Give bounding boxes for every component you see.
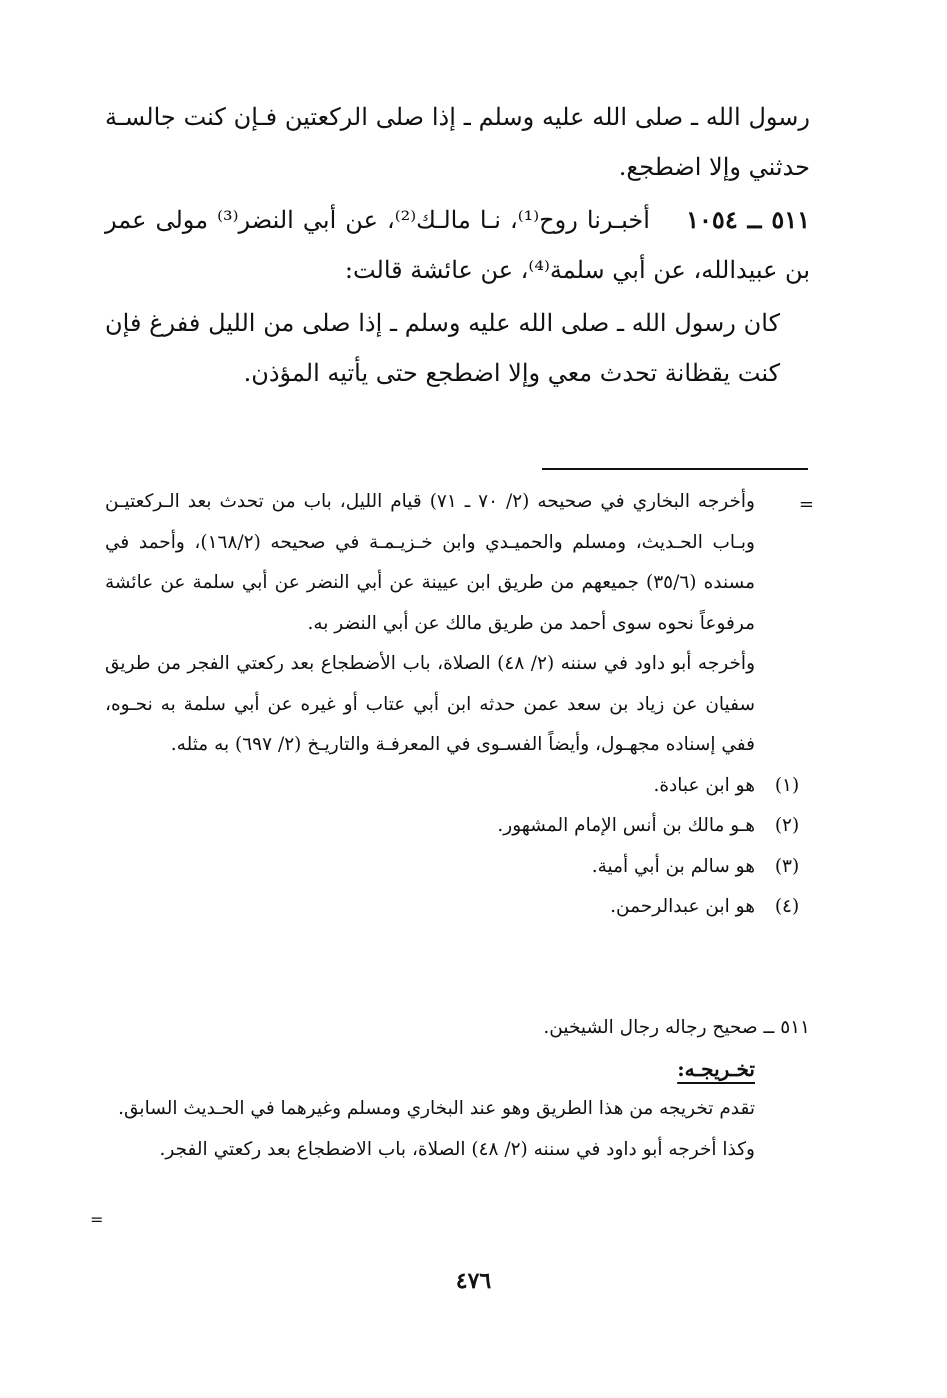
hadith-isnad: أخبـرنا روح⁽¹⁾، نـا مالـك⁽²⁾، عن أبي النضر⁽³⁾ مولى عمر بن عبيدالله، عن أبي سلمة⁽⁴⁾، عن عائشة قالت: <box>105 206 810 284</box>
takhrij-title: تخـريجـه: <box>677 1056 755 1081</box>
grade-line: ٥١١ ــ صحيح رجاله رجال الشيخين. <box>543 1017 810 1038</box>
footnote-divider <box>542 468 808 470</box>
footnote-text: هو ابن عبدالرحمن. <box>610 896 755 917</box>
paragraph-3: كان رسول الله ـ صلى الله عليه وسلم ـ إذا صلى من الليل ففرغ فإن كنت يقظانة تحدث معي وإلا اضطجع حتى يأتيه المؤذن. <box>105 309 780 387</box>
continuation-mark: = <box>798 494 814 515</box>
footnote-number: (٢) <box>774 815 800 836</box>
footnote-number: (١) <box>774 774 800 796</box>
hadith-number: ٥١١ ــ ١٠٥٤ <box>686 205 811 234</box>
footnote-item <box>105 806 800 847</box>
footnotes <box>105 482 800 928</box>
page-number: ٤٧٦ <box>455 1268 492 1294</box>
footnote-number: (٤) <box>774 896 800 917</box>
footnote-item <box>105 847 800 888</box>
paragraph-1: رسول الله ـ صلى الله عليه وسلم ـ إذا صلى الركعتين فـإن كنت جالسـة حدثني وإلا اضطجع. <box>105 103 810 181</box>
main-text <box>105 92 810 401</box>
takhrij-block <box>105 1008 810 1170</box>
bottom-continuation-mark: = <box>90 1210 104 1229</box>
takhrij-paragraph-2: وكذا أخرجه أبو داود في سننه (٢/ ٤٨) الصلاة، باب الاضطجاع بعد ركعتي الفجر. <box>159 1138 755 1160</box>
footnote-text: هو ابن عبادة. <box>653 774 755 796</box>
footnote-continuation-2: وأخرجه أبو داود في سننه (٢/ ٤٨) الصلاة، باب الأضطجاع بعد ركعتي الفجر من طريق سفيان عن زياد بن سعد عمن حدثه ابن أبي عتاب أو غيره عن أبي سلمة به نحـوه، ففي إسناده مجهـول، وأيضاً الفسـوى في المعرفـة والتاريـخ (٢/ ٦٩٧) به مثله. <box>105 653 755 755</box>
footnote-item <box>105 766 800 807</box>
footnote-text: هو سالم بن أبي أمية. <box>591 855 755 877</box>
takhrij-paragraph-1: تقدم تخريجه من هذا الطريق وهو عند البخاري ومسلم وغيرهما في الحـديث السابق. <box>118 1098 755 1119</box>
footnote-continuation-1: وأخرجه البخاري في صحيحه (٢/ ٧٠ ـ ٧١) قيام الليل، باب من تحدث بعد الـركعتيـن وبـاب الحـديث، ومسلم والحميـدي وابن خـزيـمـة في صحيحه (١٦٨/٢)، وأحمد في مسنده (٣٥/٦) جميعهم من طريق ابن عيينة عن أبي النضر عن أبي سلمة عن عائشة مرفوعاً نحوه سوى أحمد من طريق مالك عن أبي النضر به. <box>105 491 755 634</box>
footnote-number: (٣) <box>774 855 800 877</box>
footnote-text: هـو مالك بن أنس الإمام المشهور. <box>497 815 755 836</box>
paragraph-2 <box>105 195 810 295</box>
footnote-item <box>105 887 800 928</box>
